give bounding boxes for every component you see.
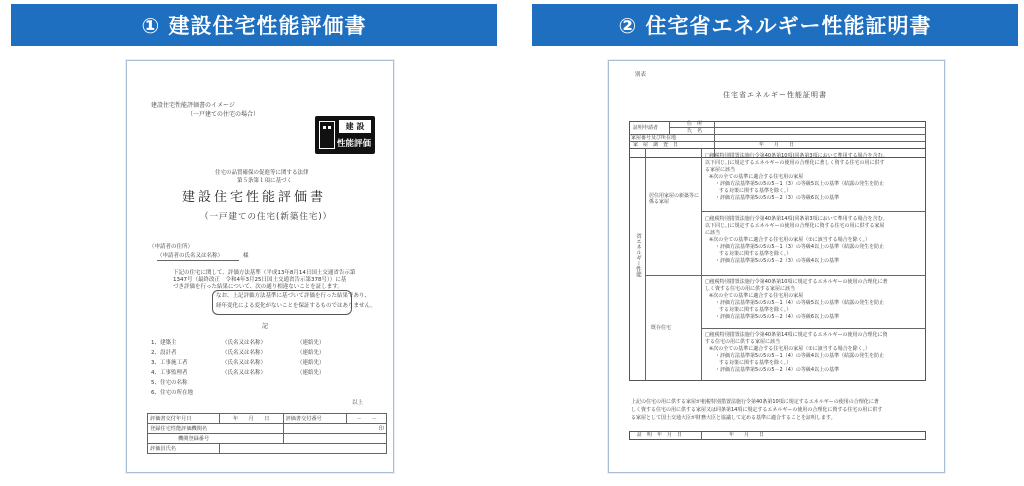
criteria-line: する対策に関する基準を除く。） xyxy=(719,360,792,366)
doc1-title: 建設住宅性能評価書 xyxy=(182,190,327,205)
criteria-line: ※次の全ての基準に適合する住宅用の家屋（①に該当する場合を除く。） xyxy=(709,237,871,243)
criteria-line: ・評価方法基準第5の5の5－2（4）の等級4以上の基準 xyxy=(715,367,840,373)
list-item-contact: （連絡先） xyxy=(297,360,325,366)
table-cell: 評価書交付年月日 xyxy=(148,414,220,424)
criteria-line: 以下同じ。)に規定するエネルギーの使用の合理化に資する住宅の用に供する家屋 xyxy=(705,223,885,229)
criteria-line: ・評価方法基準第5の5の5－2（3）の等級6以上の基準 xyxy=(715,195,840,201)
criteria-line: する対策に関する基準を除く。） xyxy=(719,251,792,257)
banner-construction-evaluation xyxy=(11,4,497,46)
criteria-line: ※次の全ての基準に適合する住宅用の家屋 xyxy=(709,293,804,299)
criteria-line: □租税特別措置法施行令第40条第14項(同条第3項において準用する場合を含む。 xyxy=(705,216,888,222)
table-cell xyxy=(283,434,387,444)
criteria-line: ・評価方法基準第5の5の5－2（3）の等級4以上の基準 xyxy=(715,258,840,264)
table-cell: 年 月 日 xyxy=(219,414,283,424)
doc1-body-line: 下記の住宅に関して、評価方法基準（平成13年8月14日国土交通省告示第 xyxy=(173,270,356,276)
doc1-ijou: 以上 xyxy=(352,400,364,406)
list-item-label: 4、工事監理者 xyxy=(151,370,188,376)
doc2-section-existing: 既存住宅 xyxy=(651,325,672,331)
doc1-issue-table xyxy=(147,413,387,454)
table-cell: 登録住宅性能評価機関名 xyxy=(148,424,284,434)
doc2-section-new: 居住用家屋の新築等に係る家屋 xyxy=(649,193,700,206)
banner-energy-certificate-text: ② 住宅省エネルギー性能証明書 xyxy=(618,14,932,38)
list-item-label: 1、建築主 xyxy=(151,340,177,346)
doc2-cert-date-value: 年 月 日 xyxy=(729,432,765,438)
performance-evaluation-logo xyxy=(315,116,375,154)
criteria-line: 以下同じ。)に規定するエネルギーの使用の合理化に著しく資する住宅の用に供す xyxy=(705,160,885,166)
list-item-contact: （連絡先） xyxy=(297,370,325,376)
criteria-line: ・評価方法基準第5の5の5－1（3）の等級5以上の基準（結露の発生を防止 xyxy=(715,181,885,187)
table-cell: 評価員氏名 xyxy=(148,444,220,454)
energy-certificate-document xyxy=(608,60,945,473)
doc2-house-no-label: 家屋番号及び所在地 xyxy=(631,135,677,141)
criteria-line: ・評価方法基準第5の5の5－1（4）の等級4以上の基準（結露の発生を防止 xyxy=(715,353,885,359)
doc2-survey-date: 年 月 日 xyxy=(759,142,795,148)
criteria-line: ・評価方法基準第5の5の5－1（3）の等級4以上の基準（結露の発生を防止 xyxy=(715,244,885,250)
criteria-line: する住宅の用に供する家屋に該当 xyxy=(705,339,781,345)
list-item-name: （氏名又は名称） xyxy=(222,340,267,346)
criteria-line: □租税特別措置法施行令第40条第10項に規定するエネルギーの使用の合理化に著 xyxy=(705,279,888,285)
doc1-header-line1: 建設住宅性能評価書のイメージ xyxy=(151,102,235,109)
doc2-address-label: 住 所 xyxy=(687,121,703,127)
criteria-line: ・評価方法基準第5の5の5－2（4）の等級6以上の基準 xyxy=(715,314,840,320)
list-item-contact: （連絡先） xyxy=(297,350,325,356)
list-item-label: 6、住宅の所在地 xyxy=(151,390,193,396)
doc2-survey-label: 家 屋 調 査 日 xyxy=(633,142,679,148)
list-item-label: 5、住宅の名称 xyxy=(151,380,188,386)
criteria-line: ・評価方法基準第5の5の5－1（4）の等級5以上の基準（結露の発生を防止 xyxy=(715,300,885,306)
doc1-body-line: 1347号（最終改正 令和4年3月25日国土交通省告示第378号））に基 xyxy=(173,277,347,283)
house-icon xyxy=(319,121,335,149)
doc1-header-line2: （一戸建ての住宅の場合） xyxy=(187,111,260,118)
doc1-applicant-name: （申請者の氏名又は名称） xyxy=(157,253,239,261)
criteria-line: る家屋に該当 xyxy=(705,167,736,173)
construction-evaluation-document xyxy=(126,60,394,473)
doc2-title: 住宅省エネルギー性能証明書 xyxy=(723,91,827,99)
doc2-footer-line: しく資する住宅の用に供する家屋又は同条第14項に規定するエネルギーの使用の合理化に資する住宅の用に供す xyxy=(631,407,883,413)
criteria-line: ※次の全ての基準に適合する住宅用の家屋（①に該当する場合を除く。） xyxy=(709,346,871,352)
doc2-betsuhyo: 別表 xyxy=(635,72,647,78)
criteria-line: □租税特別措置法施行令第40条第14項に規定するエネルギーの使用の合理化に資 xyxy=(705,332,888,338)
doc1-note-line: 経年変化による変化がないことを保証するものではありません。 xyxy=(216,303,376,309)
criteria-line: する対策に関する基準を除く。） xyxy=(719,307,792,313)
doc1-subtitle: （一戸建ての住宅(新築住宅)） xyxy=(200,212,333,222)
table-cell: 印 xyxy=(283,424,387,434)
criteria-line: しく資する住宅の用に供する家屋に該当 xyxy=(705,286,796,292)
table-cell xyxy=(219,444,386,454)
list-item-label: 3、工事施工者 xyxy=(151,360,188,366)
criteria-line: ※次の全ての基準に適合する住宅用の家屋 xyxy=(709,174,804,180)
doc1-note-line: なお、上記評価方法基準に基づいて評価を行った結果であり、 xyxy=(216,293,371,299)
banner-construction-evaluation-text: ① 建設住宅性能評価書 xyxy=(141,14,367,38)
doc2-footer-line: る家屋として国土交通大臣が財務大臣と協議して定める基準に適合することを証明します。 xyxy=(631,415,836,421)
doc2-cert-date-label: 証 明 年 月 日 xyxy=(637,432,683,438)
doc2-side-label: 省エネルギー性能 xyxy=(635,233,641,277)
doc1-applicant-label: （申請者の住所） xyxy=(149,244,194,250)
banner-energy-certificate xyxy=(532,4,1018,46)
list-item-name: （氏名又は名称） xyxy=(222,350,267,356)
list-item-name: （氏名又は名称） xyxy=(222,360,267,366)
list-item-label: 2、設計者 xyxy=(151,350,177,356)
doc2-requester-label: 証明申請者 xyxy=(633,125,659,131)
criteria-line: □租税特別措置法施行令第40条第10項(同条第3項において準用する場合を含む。 xyxy=(705,153,888,159)
criteria-line: する対策に関する基準を除く。） xyxy=(719,188,792,194)
logo-bottom-text: 性能評価 xyxy=(337,139,372,149)
list-item-name: （氏名又は名称） xyxy=(222,370,267,376)
table-cell: 機関登録番号 xyxy=(148,434,284,444)
logo-top-text: 建 設 xyxy=(339,120,371,133)
doc1-law-line2: 第５条第１項に基づく xyxy=(237,178,293,184)
criteria-line: に該当 xyxy=(705,230,721,236)
table-cell: － － xyxy=(347,414,387,424)
doc1-law-line1: 住宅の品質確保の促進等に関する法律 xyxy=(215,170,309,176)
table-cell: 評価書交付番号 xyxy=(283,414,347,424)
doc2-footer-line: 上記の住宅の用に供する家屋が租税特別措置法施行令第40条第10項に規定するエネルギーの使用の合理化に著 xyxy=(631,399,879,405)
doc1-applicant-suffix: 様 xyxy=(243,253,249,259)
doc1-ki: 記 xyxy=(262,323,269,330)
list-item-contact: （連絡先） xyxy=(297,340,325,346)
doc2-name-label: 氏 名 xyxy=(687,128,703,134)
doc1-body-line: づき評価を行った結果について、次の通り相違ないことを証します。 xyxy=(173,284,343,290)
